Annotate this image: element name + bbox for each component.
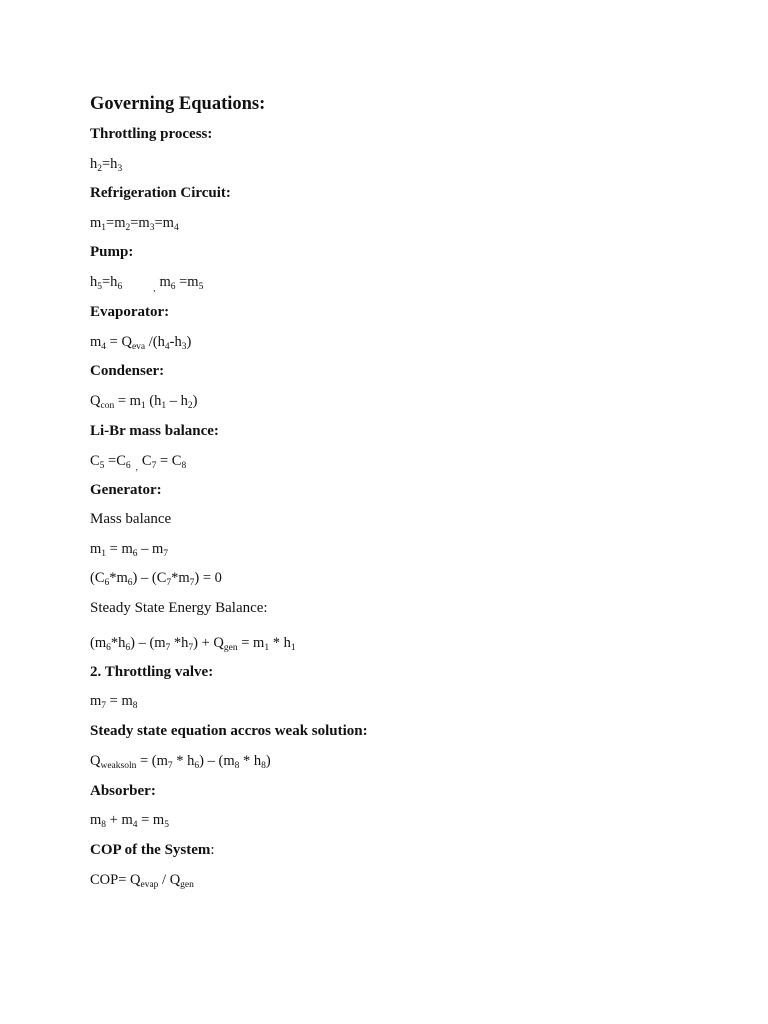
heading-condenser: Condenser: [90, 363, 165, 379]
heading-throttling-valve: 2. Throttling valve: [90, 664, 214, 680]
equation-pump: $h_5=h_6$ , $m_6 =m_5$ [90, 274, 204, 293]
equation-condenser: $Q_{con} = m_1$ $(h_1 - h_2)$ [90, 393, 198, 411]
heading-throttling-process: Throttling process: [90, 126, 213, 142]
heading-evaporator: Evaporator: [90, 304, 170, 320]
equation-generator-energy: $(m_6*h_6) - (m_7$ $*h_7) + Q_{gen} = m_1 * h_1$ [90, 635, 296, 653]
equation-absorber: $m_8 + m_4 = m_5$ [90, 812, 169, 830]
text-energy-balance: Steady State Energy Balance: [90, 600, 268, 616]
equation-throttling: $h_2=h_3$ [90, 156, 123, 174]
equation-generator-mass: $m_1 = m_6 - m_7$ [90, 541, 169, 559]
heading-weak-solution: Steady state equation accros weak solution: [90, 723, 368, 739]
heading-libr-mass-balance: Li-Br mass balance: [90, 423, 219, 439]
heading-refrigeration-circuit: Refrigeration Circuit: [90, 185, 231, 201]
heading-pump: Pump: [90, 244, 134, 260]
equation-evaporator: $m_4 = Q_{eva}$ $/(h_4-h_3)$ [90, 334, 192, 352]
heading-cop: COP of the System: [90, 842, 215, 858]
heading-generator: Generator: [90, 482, 162, 498]
equation-generator-concentration: $(C_6*m_6) - (C_7*m_7) = 0$ [90, 570, 222, 588]
text-mass-balance: Mass balance [90, 511, 172, 527]
equation-throttling-valve: $m_7 = m_8$ [90, 693, 138, 711]
equation-cop: $COP= Q_{evap} / Q_{gen}$ [90, 872, 194, 890]
equation-weak-solution: $Q_{weaksoln} = (m_7 * h_6) - (m_8 * h_8)$ [90, 753, 271, 771]
equation-libr: $C_5 =C_6$ , $C_7 = C_8$ [90, 453, 187, 472]
equation-refrigeration: $m_1=m_2=m_3=m_4$ [90, 215, 179, 233]
document-title: Governing Equations: [90, 94, 266, 114]
heading-absorber: Absorber: [90, 783, 156, 799]
